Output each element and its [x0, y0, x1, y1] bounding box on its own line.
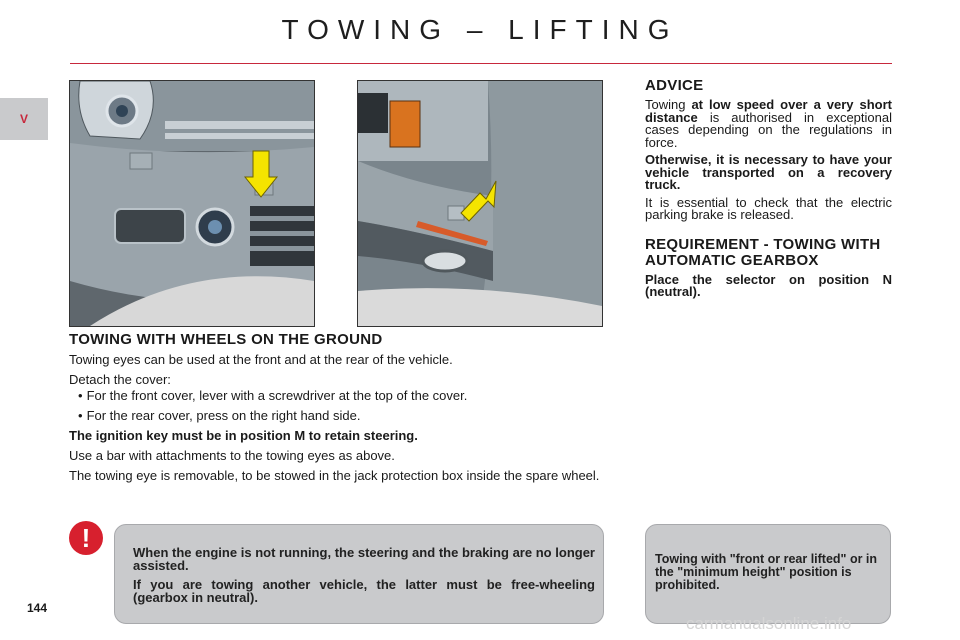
section-heading: TOWING WITH WHEELS ON THE GROUND — [69, 331, 383, 348]
rear-towing-eye-photo — [357, 80, 603, 327]
recovery-truck-text: Otherwise, it is necessary to have your vehicle transported on a recovery truck. — [645, 152, 892, 192]
bullet-glyph: • — [78, 388, 83, 403]
page-title: TOWING – LIFTING — [281, 14, 679, 45]
note-box — [645, 524, 891, 624]
bullet-glyph: • — [78, 408, 83, 423]
watermark: carmanualsonline.info — [686, 614, 852, 633]
advice-heading: ADVICE — [645, 77, 704, 94]
warning-text: When the engine is not running, the steering and the braking are no longer assisted. — [133, 545, 595, 573]
requirement-heading: REQUIREMENT - TOWING WITH AUTOMATIC GEARBOX — [645, 235, 881, 269]
bullet-item — [69, 409, 604, 423]
towing-eye-storage-text: The towing eye is removable, to be stowed in the jack protection box inside the spare wheel. — [69, 468, 600, 483]
intro-text: Towing eyes can be used at the front and at the rear of the vehicle. — [69, 352, 453, 367]
advice-text-end: is authorised in exceptional cases depending on the regulations in force. — [645, 109, 892, 150]
note-text: Towing with "front or rear lifted" or in the "minimum height" position is prohibited. — [655, 552, 878, 592]
front-towing-eye-photo — [69, 80, 315, 327]
warning-icon: ! — [69, 521, 103, 555]
title-rule — [70, 63, 892, 64]
bullet-text: For the rear cover, press on the right hand side. — [86, 408, 361, 423]
advice-section — [645, 78, 892, 304]
requirement-text: Place the selector on position N (neutral). — [645, 271, 892, 299]
bullet-item — [69, 389, 604, 403]
chapter-tab: V — [0, 98, 48, 140]
detach-cover-text: Detach the cover: — [69, 372, 171, 387]
warning-box — [114, 524, 604, 624]
page-number: 144 — [27, 601, 48, 615]
advice-text-emphasis: at low speed over a very short distance — [645, 97, 892, 125]
warning-text: If you are towing another vehicle, the latter must be free-wheeling (gearbox in neutral). — [133, 577, 595, 605]
parking-brake-text: It is essential to check that the electric parking brake is released. — [645, 194, 892, 222]
advice-paragraph — [645, 99, 892, 149]
bullet-text: For the front cover, lever with a screwdriver at the top of the cover. — [86, 388, 468, 403]
towing-wheels-on-ground-section — [69, 333, 604, 489]
advice-text-start: Towing — [645, 97, 692, 112]
ignition-key-text: The ignition key must be in position M to retain steering. — [69, 428, 418, 443]
bar-attachment-text: Use a bar with attachments to the towing eyes as above. — [69, 448, 395, 463]
